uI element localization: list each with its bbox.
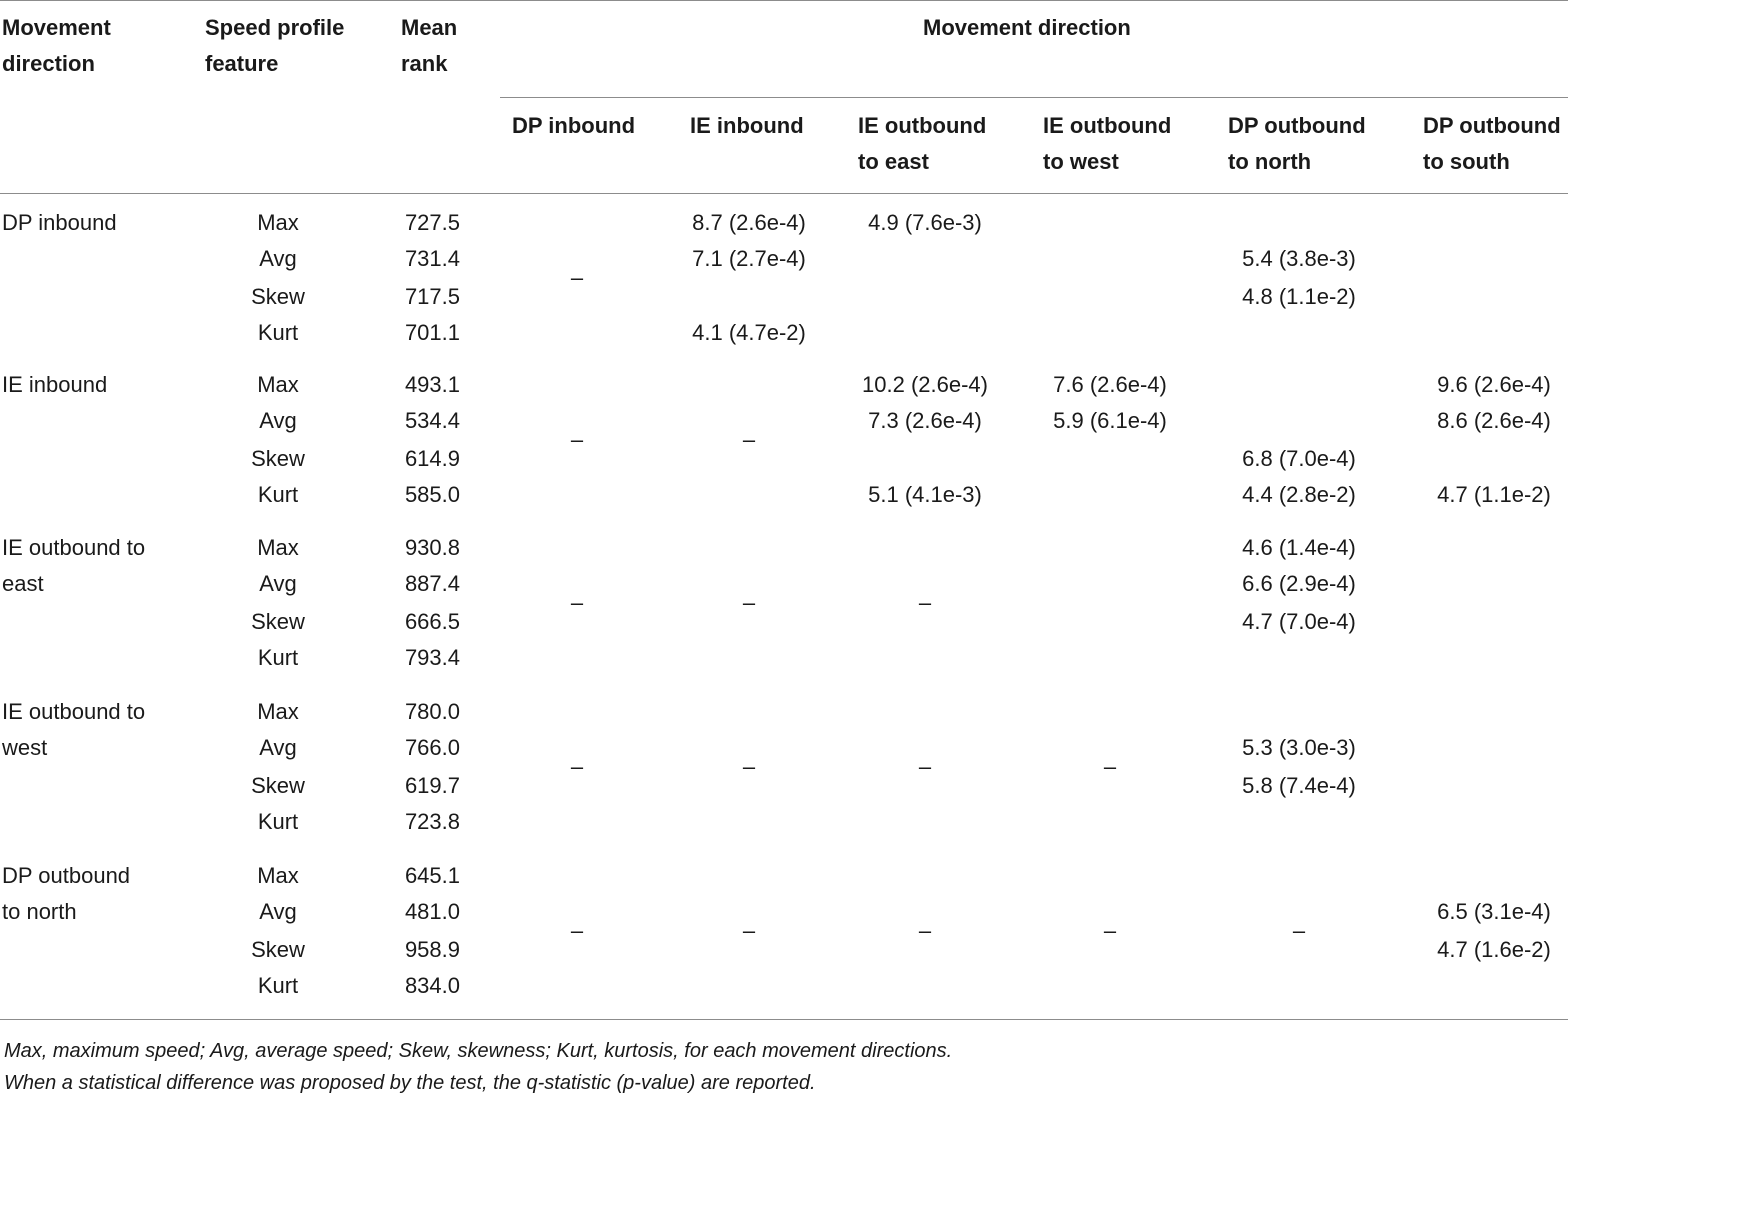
q-statistic-cell: 5.8 (7.4e-4) — [1242, 773, 1356, 798]
column-header-5-line2: to south — [1423, 149, 1510, 174]
mean-rank-cell: 766.0 — [404, 735, 460, 760]
q-statistic-cell: 4.7 (7.0e-4) — [1242, 609, 1356, 634]
speed-feature-cell: Skew — [251, 773, 305, 798]
q-statistic-cell: 4.1 (4.7e-2) — [692, 320, 806, 345]
speed-feature-cell: Kurt — [257, 320, 299, 345]
row-group-label: to north — [2, 899, 77, 924]
not-applicable-dash: – — [570, 590, 584, 615]
speed-feature-cell: Avg — [259, 246, 297, 271]
speed-feature-cell: Avg — [259, 899, 297, 924]
column-header-5-line1: DP outbound — [1423, 113, 1561, 138]
header-movement-direction-group: Movement direction — [923, 15, 1131, 40]
mean-rank-cell: 534.4 — [404, 408, 460, 433]
not-applicable-dash: – — [918, 590, 932, 615]
speed-feature-cell: Skew — [251, 446, 305, 471]
q-statistic-cell: 4.7 (1.1e-2) — [1437, 482, 1551, 507]
q-statistic-cell: 6.6 (2.9e-4) — [1242, 571, 1356, 596]
speed-feature-cell: Avg — [259, 735, 297, 760]
table-top-rule — [0, 0, 1568, 1]
column-header-0-line1: DP inbound — [512, 113, 636, 138]
speed-feature-cell: Max — [257, 863, 299, 888]
speed-feature-cell: Max — [257, 535, 299, 560]
speed-feature-cell: Kurt — [257, 973, 299, 998]
mean-rank-cell: 887.4 — [404, 571, 460, 596]
q-statistic-cell: 5.1 (4.1e-3) — [868, 482, 982, 507]
q-statistic-cell: 5.3 (3.0e-3) — [1242, 735, 1356, 760]
not-applicable-dash: – — [570, 265, 584, 290]
q-statistic-cell: 4.7 (1.6e-2) — [1437, 937, 1551, 962]
q-statistic-cell: 6.5 (3.1e-4) — [1437, 899, 1551, 924]
not-applicable-dash: – — [742, 754, 756, 779]
mean-rank-cell: 645.1 — [404, 863, 460, 888]
not-applicable-dash: – — [1103, 754, 1117, 779]
mean-rank-cell: 666.5 — [404, 609, 460, 634]
q-statistic-cell: 9.6 (2.6e-4) — [1437, 372, 1551, 397]
mean-rank-cell: 585.0 — [404, 482, 460, 507]
group-header-rule — [500, 97, 1568, 98]
speed-feature-cell: Kurt — [257, 645, 299, 670]
header-speed-feature-line2: feature — [205, 51, 279, 76]
speed-feature-cell: Kurt — [257, 482, 299, 507]
footnote-abbreviations: Max, maximum speed; Avg, average speed; Skew, skewness; Kurt, kurtosis, for each movement directions. — [4, 1040, 953, 1062]
footnote-statistics: When a statistical difference was proposed by the test, the q-statistic (p-value) are reported. — [4, 1072, 816, 1094]
mean-rank-cell: 493.1 — [404, 372, 460, 397]
header-movement-direction-line2: direction — [2, 51, 95, 76]
speed-feature-cell: Avg — [259, 408, 297, 433]
table-bottom-rule — [0, 1019, 1568, 1020]
speed-feature-cell: Max — [257, 372, 299, 397]
q-statistic-cell: 5.4 (3.8e-3) — [1242, 246, 1356, 271]
header-mean-rank-line2: rank — [401, 51, 448, 76]
speed-feature-cell: Max — [257, 210, 299, 235]
q-statistic-cell: 8.6 (2.6e-4) — [1437, 408, 1551, 433]
header-bottom-rule — [0, 193, 1568, 194]
mean-rank-cell: 619.7 — [404, 773, 460, 798]
not-applicable-dash: – — [742, 427, 756, 452]
q-statistic-cell: 4.9 (7.6e-3) — [868, 210, 982, 235]
q-statistic-cell: 6.8 (7.0e-4) — [1242, 446, 1356, 471]
mean-rank-cell: 834.0 — [404, 973, 460, 998]
speed-feature-cell: Skew — [251, 284, 305, 309]
speed-feature-cell: Kurt — [257, 809, 299, 834]
row-group-label: IE outbound to — [2, 699, 146, 724]
not-applicable-dash: – — [1292, 918, 1306, 943]
speed-feature-cell: Max — [257, 699, 299, 724]
speed-feature-cell: Skew — [251, 937, 305, 962]
row-group-label: DP outbound — [2, 863, 131, 888]
not-applicable-dash: – — [742, 590, 756, 615]
mean-rank-cell: 731.4 — [404, 246, 460, 271]
q-statistic-cell: 4.6 (1.4e-4) — [1242, 535, 1356, 560]
q-statistic-cell: 7.3 (2.6e-4) — [868, 408, 982, 433]
not-applicable-dash: – — [570, 918, 584, 943]
not-applicable-dash: – — [570, 754, 584, 779]
header-speed-feature-line1: Speed profile — [205, 15, 345, 40]
column-header-3-line2: to west — [1043, 149, 1119, 174]
q-statistic-cell: 8.7 (2.6e-4) — [692, 210, 806, 235]
not-applicable-dash: – — [742, 918, 756, 943]
mean-rank-cell: 793.4 — [404, 645, 460, 670]
q-statistic-cell: 7.6 (2.6e-4) — [1053, 372, 1167, 397]
column-header-2-line2: to east — [858, 149, 929, 174]
mean-rank-cell: 727.5 — [404, 210, 460, 235]
mean-rank-cell: 958.9 — [404, 937, 460, 962]
mean-rank-cell: 614.9 — [404, 446, 460, 471]
mean-rank-cell: 930.8 — [404, 535, 460, 560]
speed-feature-cell: Skew — [251, 609, 305, 634]
mean-rank-cell: 701.1 — [404, 320, 460, 345]
row-group-label: IE inbound — [2, 372, 108, 397]
not-applicable-dash: – — [918, 754, 932, 779]
not-applicable-dash: – — [918, 918, 932, 943]
row-group-label: DP inbound — [2, 210, 117, 235]
mean-rank-cell: 481.0 — [404, 899, 460, 924]
column-header-2-line1: IE outbound — [858, 113, 987, 138]
q-statistic-cell: 4.8 (1.1e-2) — [1242, 284, 1356, 309]
mean-rank-cell: 723.8 — [404, 809, 460, 834]
q-statistic-cell: 5.9 (6.1e-4) — [1053, 408, 1167, 433]
row-group-label: west — [2, 735, 48, 760]
row-group-label: east — [2, 571, 44, 596]
column-header-4-line2: to north — [1228, 149, 1312, 174]
not-applicable-dash: – — [1103, 918, 1117, 943]
column-header-1-line1: IE inbound — [690, 113, 804, 138]
row-group-label: IE outbound to — [2, 535, 146, 560]
column-header-3-line1: IE outbound — [1043, 113, 1172, 138]
mean-rank-cell: 717.5 — [404, 284, 460, 309]
not-applicable-dash: – — [570, 427, 584, 452]
header-movement-direction-line1: Movement — [2, 15, 111, 40]
q-statistic-cell: 4.4 (2.8e-2) — [1242, 482, 1356, 507]
q-statistic-cell: 7.1 (2.7e-4) — [692, 246, 806, 271]
mean-rank-cell: 780.0 — [404, 699, 460, 724]
speed-feature-cell: Avg — [259, 571, 297, 596]
q-statistic-cell: 10.2 (2.6e-4) — [862, 372, 988, 397]
header-mean-rank-line1: Mean — [401, 15, 458, 40]
column-header-4-line1: DP outbound — [1228, 113, 1366, 138]
